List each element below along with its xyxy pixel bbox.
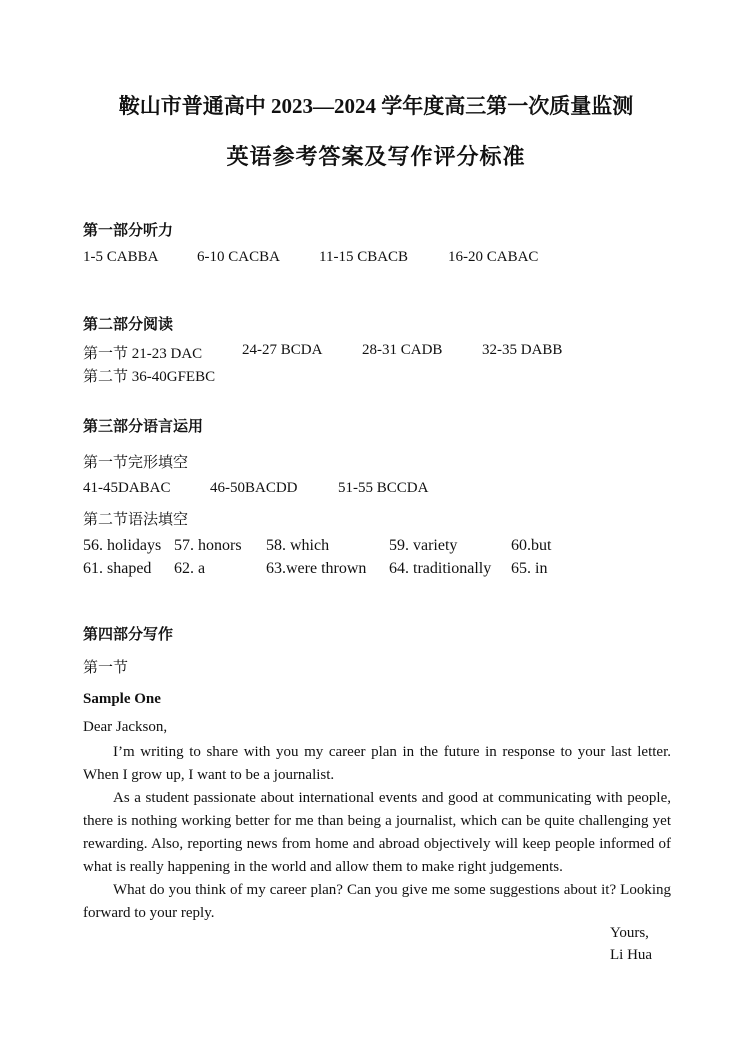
grammar-answer: 65. in	[511, 560, 548, 577]
answer-group: 1-5 CABBA	[83, 249, 159, 265]
letter-paragraph: I’m writing to share with you my career plan in the future in response to your last letter. When I grow up, I want to be a journalist.	[83, 744, 671, 783]
document-subtitle: 英语参考答案及写作评分标准	[226, 144, 526, 169]
answer-group: 16-20 CABAC	[448, 249, 539, 265]
answer-group: 51-55 BCCDA	[338, 480, 429, 496]
answer-group: 41-45DABAC	[83, 480, 171, 496]
letter-signature: Li Hua	[610, 947, 653, 963]
part2-heading: 第二部分阅读	[83, 317, 174, 333]
answer-group: 24-27 BCDA	[242, 342, 323, 358]
grammar-answer: 62. a	[174, 560, 206, 577]
grammar-answer: 59. variety	[389, 537, 458, 554]
grammar-answer: 56. holidays	[83, 537, 162, 554]
document-title: 鞍山市普通高中 2023—2024 学年度高三第一次质量监测	[118, 94, 634, 118]
letter-paragraph: As a student passionate about international events and good at communicating with people, there is nothing working better for me than being a journalist, which can be quite challenging yet rewarding. Also, reporting news from home and abroad objectively will keep people informed of what is really happening in the world and allow them to make right judgements.	[83, 790, 671, 875]
part1-heading: 第一部分听力	[83, 223, 174, 239]
answer-group: 第一节 21-23 DAC	[83, 346, 203, 362]
letter-salutation: Dear Jackson,	[83, 719, 168, 735]
answer-group: 32-35 DABB	[482, 342, 563, 358]
grammar-answer: 57. honors	[174, 537, 242, 554]
letter-body	[83, 741, 671, 925]
sample-title: Sample One	[83, 691, 161, 707]
answer-group: 46-50BACDD	[210, 480, 298, 496]
grammar-answer: 64. traditionally	[389, 560, 492, 577]
letter-closing: Yours,	[610, 925, 649, 941]
section-label: 第二节语法填空	[83, 512, 189, 528]
grammar-answer: 61. shaped	[83, 560, 152, 577]
answer-group: 28-31 CADB	[362, 342, 443, 358]
answer-group: 6-10 CACBA	[197, 249, 280, 265]
part3-heading: 第三部分语言运用	[83, 419, 204, 435]
answer-group: 11-15 CBACB	[319, 249, 409, 265]
grammar-answer: 58. which	[266, 537, 330, 554]
part4-heading: 第四部分写作	[83, 627, 174, 643]
letter-paragraph: What do you think of my career plan? Can you give me some suggestions about it? Looking forward to your reply.	[83, 882, 671, 921]
grammar-answer: 63.were thrown	[266, 560, 367, 577]
section-label: 第一节	[83, 660, 129, 676]
answer-group: 第二节 36-40GFEBC	[83, 369, 216, 385]
grammar-answer: 60.but	[511, 537, 552, 554]
section-label: 第一节完形填空	[83, 455, 189, 471]
